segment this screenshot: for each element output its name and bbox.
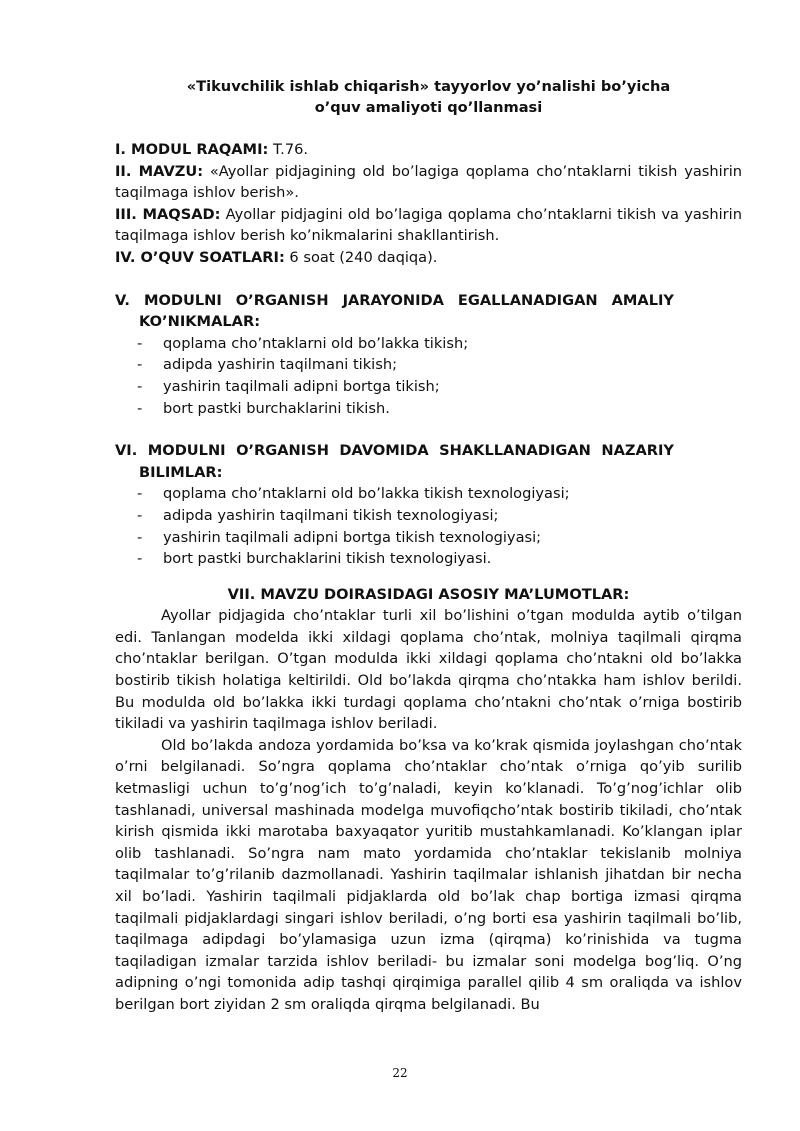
list-item: - bort pastki burchaklarini tikish. xyxy=(137,398,742,420)
field-value: 6 soat (240 daqiqa). xyxy=(284,248,438,266)
section-7-heading: VII. MAVZU DOIRASIDAGI ASOSIY MA’LUMOTLAR: xyxy=(227,585,630,603)
title-line-1: «Tikuvchilik ishlab chiqarish» tayyorlov yo’nalishi bo’yicha xyxy=(186,78,671,95)
field-value: Ayollar pidjagini old bo’lagiga qoplama cho’ntaklarni tikish va yashirin taqilmaga ishlov berish ko’nikmalarini shakllantirish. xyxy=(115,205,742,245)
field-label: IV. O’QUV SOATLARI: xyxy=(115,248,285,266)
section-5-list xyxy=(115,333,742,419)
document-title xyxy=(115,76,742,118)
field-label: III. MAQSAD: xyxy=(115,205,221,223)
paragraph: Ayollar pidjagida cho’ntaklar turli xil bo’lishini o’tgan modulda aytib o’tilgan edi. Tanlangan modelda ikki xildagi qoplama cho’ntak, molniya taqilmali qirqma cho’ntaklar berilgan. O’tgan modulda ikki xildagi qoplama cho’ntakni old bo’lakka bostirib tikish holatiga keltirildi. Old bo’lakda qirqma cho’ntakka ham ishlov berildi. Bu modulda old bo’lakka ikki turdagi qoplama cho’ntakni cho’ntak o’rniga bostirib tikiladi va yashirin taqilmaga ishlov beriladi. xyxy=(115,607,742,733)
field-value: «Ayollar pidjagining old bo’lagiga qoplama cho’ntaklarni tikish yashirin taqilmaga ishlov berish». xyxy=(115,162,742,202)
field-maqsad xyxy=(115,204,742,247)
list-item: - yashirin taqilmali adipni bortga tikish; xyxy=(137,376,742,398)
document-page xyxy=(115,76,742,1016)
page-number: 22 xyxy=(392,1066,408,1080)
list-item: - qoplama cho’ntaklarni old bo’lakka tikish; xyxy=(137,333,742,355)
section-5-heading-cont: KO’NIKMALAR: xyxy=(139,313,261,331)
field-value: T.76. xyxy=(268,141,309,158)
field-label: I. MODUL RAQAMI: xyxy=(115,141,269,158)
section-6-heading: VI. MODULNI O’RGANISH DAVOMIDA SHAKLLANADIGAN NAZARIY xyxy=(115,442,674,460)
title-line-2: o’quv amaliyoti qo’llanmasi xyxy=(314,99,543,116)
list-item: - qoplama cho’ntaklarni old bo’lakka tikish texnologiyasi; xyxy=(137,483,742,505)
list-item: - adipda yashirin taqilmani tikish; xyxy=(137,354,742,376)
field-label: II. MAVZU: xyxy=(115,162,204,180)
section-6-list xyxy=(115,483,742,569)
list-item: - yashirin taqilmali adipni bortga tikish texnologiyasi; xyxy=(137,527,742,549)
section-5-heading: V. MODULNI O’RGANISH JARAYONIDA EGALLANADIGAN AMALIY xyxy=(115,291,674,309)
section-6-heading-cont: BILIMLAR: xyxy=(139,463,223,481)
list-item: - adipda yashirin taqilmani tikish texnologiyasi; xyxy=(137,505,742,527)
field-oquv-soatlari xyxy=(115,247,742,269)
list-item: - bort pastki burchaklarini tikish texnologiyasi. xyxy=(137,548,742,570)
field-modul-raqami xyxy=(115,139,742,161)
field-mavzu xyxy=(115,161,742,204)
paragraph: Old bo’lakda andoza yordamida bo’ksa va ko’krak qismida joylashgan cho’ntak o’rni belgilanadi. So’ngra qoplama cho’ntaklar cho’ntak o’rniga qo’yib surilib ketmasligi uchun to’g’nog’ich to’g’naladi, keyin ko’klanadi. To’g’nog’ichlar olib tashlanadi, universal mashinada modelga muvofiqcho’ntak bostirib tikiladi, cho’ntak kirish qismida ikki marotaba baxyaqator yuritib mustahkamlanadi. Ko’klangan iplar olib tashlanadi. So’ngra nam mato yordamida cho’ntaklar tekislanib molniya taqilmalar to’g’rilanib dazmollanadi. Yashirin taqilmalar ishlanish jihatdan bir necha xil bo’ladi. Yashirin taqilmali pidjaklarda old bo’lak chap bortiga izmasi qirqma taqilmali pidjaklardagi singari ishlov beriladi, o’ng borti esa yashirin taqilmali bo’lib, taqilmaga adipdagi bo’ylamasiga uzun izma (qirqma) ko’rinishida va tugma taqiladigan izmalar tarzida ishlov beriladi- bu izmalar soni modelga bog’liq. O’ng adipning o’ngi tomonida adip tashqi qirqimiga parallel qilib 4 sm oraliqda va ishlov berilgan bort ziyidan 2 sm oraliqda qirqma belgilanadi. Bu xyxy=(115,736,742,1013)
